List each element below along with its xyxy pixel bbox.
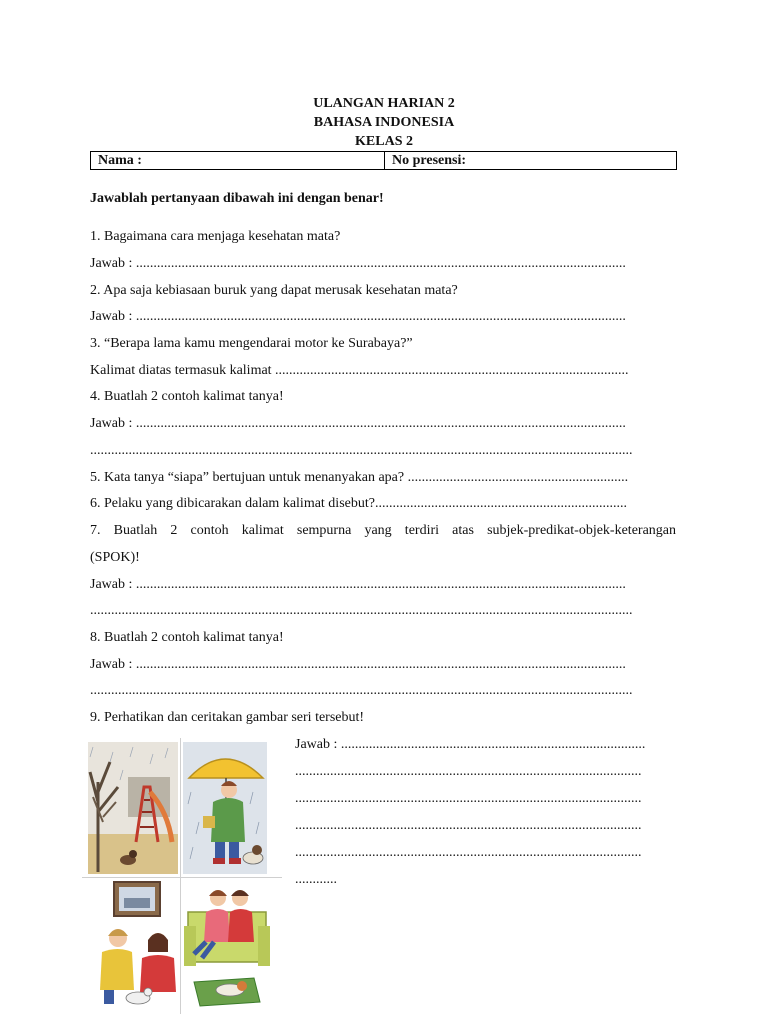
- student-id-table: [90, 151, 677, 170]
- question-1: 1. Bagaimana cara menjaga kesehatan mata?: [90, 229, 341, 244]
- question-7: 7. Buatlah 2 contoh kalimat sempurna yang terdiri atas subjek-predikat-objek-keterangan: [90, 523, 676, 538]
- answer-line-4b: ...........................................................................................................................................................: [90, 443, 633, 458]
- picture-answer-line-5: ...................................................................................................: [295, 845, 642, 860]
- picture-divider-vertical: [180, 738, 181, 1014]
- answer-line-1: Jawab : ............................................................................................................................................: [90, 256, 626, 271]
- answer-line-8b: ...........................................................................................................................................................: [90, 683, 633, 698]
- question-2: 2. Apa saja kebiasaan buruk yang dapat merusak kesehatan mata?: [90, 283, 458, 298]
- name-field[interactable]: Nama :: [91, 152, 385, 169]
- question-9: 9. Perhatikan dan ceritakan gambar seri tersebut!: [90, 710, 365, 725]
- question-5: 5. Kata tanya “siapa” bertujuan untuk menanyakan apa? ...............................................................: [90, 470, 629, 485]
- instruction-text: Jawablah pertanyaan dibawah ini dengan benar!: [90, 191, 384, 206]
- question-6: 6. Pelaku yang dibicarakan dalam kalimat disebut?........................................................................: [90, 496, 627, 511]
- answer-line-4a: Jawab : ............................................................................................................................................: [90, 416, 626, 431]
- question-7-cont: (SPOK)!: [90, 550, 140, 565]
- answer-line-7b: ...........................................................................................................................................................: [90, 603, 633, 618]
- answer-line-2: Jawab : ............................................................................................................................................: [90, 309, 626, 324]
- picture-answer-line-2: ...................................................................................................: [295, 764, 642, 779]
- picture-girls-on-sofa: [184, 882, 270, 1012]
- header-subject: BAHASA INDONESIA: [313, 115, 455, 130]
- question-8: 8. Buatlah 2 contoh kalimat tanya!: [90, 630, 284, 645]
- picture-divider-horizontal: [82, 877, 282, 878]
- picture-girls-with-cat: [96, 880, 178, 1012]
- question-3: 3. “Berapa lama kamu mengendarai motor ke Surabaya?”: [90, 336, 413, 351]
- picture-answer-line-1: Jawab : .......................................................................................: [295, 737, 646, 752]
- answer-line-8a: Jawab : ............................................................................................................................................: [90, 657, 626, 672]
- picture-park-rain: [88, 742, 178, 874]
- picture-answer-line-4: ...................................................................................................: [295, 818, 642, 833]
- picture-answer-line-3: ...................................................................................................: [295, 791, 642, 806]
- presence-number-field[interactable]: No presensi:: [392, 153, 467, 168]
- picture-answer-line-6: ............: [295, 872, 337, 887]
- picture-umbrella-child: [183, 742, 267, 874]
- header-class: KELAS 2: [355, 134, 413, 149]
- answer-line-7a: Jawab : ............................................................................................................................................: [90, 577, 626, 592]
- answer-line-3: Kalimat diatas termasuk kalimat .....................................................................................................: [90, 363, 629, 378]
- header-title: ULANGAN HARIAN 2: [313, 96, 455, 111]
- question-4: 4. Buatlah 2 contoh kalimat tanya!: [90, 389, 284, 404]
